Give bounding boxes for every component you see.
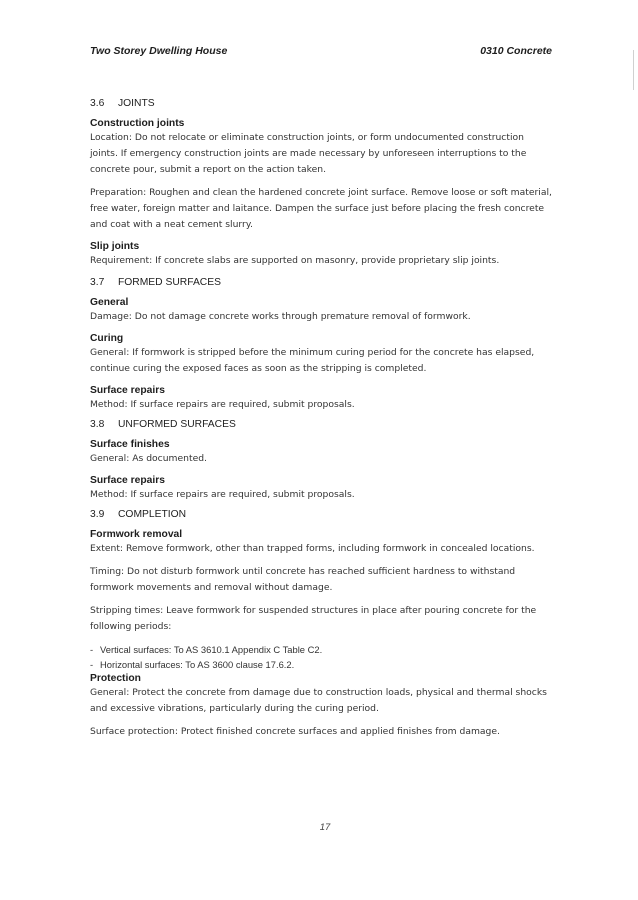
- section-heading-formed-surfaces: [90, 276, 552, 290]
- section-number: 3.6: [90, 98, 105, 109]
- subheading-curing: Curing: [90, 333, 124, 344]
- subheading-construction-joints: Construction joints: [90, 118, 185, 129]
- subheading-general: General: [90, 297, 129, 308]
- paragraph-damage: Damage: Do not damage concrete works through premature removal of formwork.: [90, 311, 471, 322]
- paragraph-curing-general: General: If formwork is stripped before the minimum curing period for the concrete has elapsed, continue curing the exposed faces as soon as the stripping is completed.: [90, 347, 535, 374]
- paragraph-stripping-times: Stripping times: Leave formwork for suspended structures in place after pouring concrete for the following periods:: [90, 605, 537, 632]
- subheading-protection: Protection: [90, 673, 141, 684]
- paragraph-protection-general: General: Protect the concrete from damage due to construction loads, physical and thermal shocks and excessive vibrations, particularly during the curing period.: [90, 687, 547, 714]
- list-item: - Horizontal surfaces: To AS 3600 clause 17.6.2.: [90, 659, 295, 670]
- subheading-surface-finishes: Surface finishes: [90, 439, 170, 450]
- paragraph-location: Location: Do not relocate or eliminate construction joints, or form undocumented construction joints. If emergency construction joints are made necessary by unforeseen interruptions to the concrete pour, submit a report on the action taken.: [90, 132, 527, 175]
- page-number: 17: [319, 822, 331, 833]
- subheading-slip-joints: Slip joints: [90, 241, 140, 252]
- section-title: JOINTS: [118, 98, 155, 109]
- section-title: UNFORMED SURFACES: [118, 419, 236, 430]
- section-heading-joints: [90, 97, 552, 111]
- section-title: FORMED SURFACES: [118, 277, 221, 288]
- section-number: 3.9: [90, 509, 105, 520]
- paragraph-repairs-method: Method: If surface repairs are required, submit proposals.: [90, 489, 355, 500]
- subheading-surface-repairs: Surface repairs: [90, 385, 165, 396]
- header-project-title: Two Storey Dwelling House: [90, 45, 228, 57]
- edge-mark: [633, 50, 634, 90]
- section-number: 3.8: [90, 419, 105, 430]
- paragraph-preparation: Preparation: Roughen and clean the hardened concrete joint surface. Remove loose or soft material, free water, foreign matter and laitance. Dampen the surface just before placing the fresh concrete and coat with a neat cement slurry.: [90, 187, 552, 230]
- section-title: COMPLETION: [118, 509, 187, 520]
- section-number: 3.7: [90, 277, 105, 288]
- paragraph-slip-requirement: Requirement: If concrete slabs are supported on masonry, provide proprietary slip joints.: [90, 255, 500, 266]
- header-section-title: 0310 Concrete: [480, 45, 552, 57]
- subheading-surface-repairs: Surface repairs: [90, 475, 165, 486]
- paragraph-repairs-method: Method: If surface repairs are required, submit proposals.: [90, 399, 355, 410]
- list-item: - Vertical surfaces: To AS 3610.1 Appendix C Table C2.: [90, 644, 323, 655]
- document-body: [90, 97, 552, 740]
- list-item-text: Vertical surfaces: To AS 3610.1 Appendix C Table C2.: [100, 644, 323, 655]
- paragraph-finishes-general: General: As documented.: [90, 453, 207, 464]
- paragraph-surface-protection: Surface protection: Protect finished concrete surfaces and applied finishes from damage.: [90, 726, 500, 737]
- paragraph-timing: Timing: Do not disturb formwork until concrete has reached sufficient hardness to withstand formwork movements and removal without damage.: [90, 566, 516, 593]
- section-heading-completion: [90, 508, 552, 522]
- subheading-formwork-removal: Formwork removal: [90, 529, 183, 540]
- paragraph-extent: Extent: Remove formwork, other than trapped forms, including formwork in concealed locations.: [90, 543, 535, 554]
- section-heading-unformed-surfaces: [90, 418, 552, 432]
- list-item-text: Horizontal surfaces: To AS 3600 clause 17.6.2.: [100, 659, 295, 670]
